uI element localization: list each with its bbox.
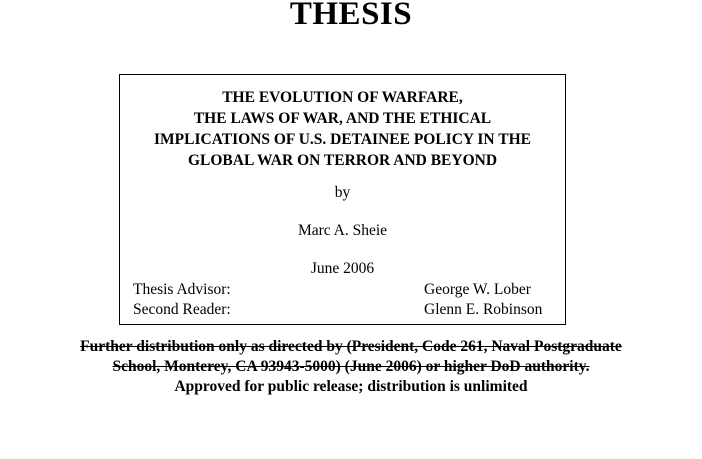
struck-distribution-line: Further distribution only as directed by (President, Code 261, Naval Postgraduate xyxy=(80,338,622,355)
struck-distribution-line: School, Monterey, CA 93943-5000) (June 2006) or higher DoD authority. xyxy=(112,358,590,375)
second-reader-name: Glenn E. Robinson xyxy=(424,301,543,318)
title-line: THE EVOLUTION OF WARFARE, xyxy=(222,89,463,106)
title-line: IMPLICATIONS OF U.S. DETAINEE POLICY IN THE xyxy=(154,131,531,148)
second-reader-label: Second Reader: xyxy=(133,301,231,318)
author-name: Marc A. Sheie xyxy=(297,222,388,239)
distribution-statement xyxy=(0,337,702,397)
title-line: THE LAWS OF WAR, AND THE ETHICAL xyxy=(193,110,492,127)
approval-statement: Approved for public release; distribution is unlimited xyxy=(174,378,528,395)
page-heading: THESIS xyxy=(289,0,413,32)
title-line: GLOBAL WAR ON TERROR AND BEYOND xyxy=(187,152,498,169)
by-label: by xyxy=(334,184,351,201)
thesis-advisor-label: Thesis Advisor: xyxy=(133,281,231,298)
thesis-date: June 2006 xyxy=(310,260,375,277)
thesis-title xyxy=(119,87,566,171)
thesis-advisor-name: George W. Lober xyxy=(424,281,531,298)
